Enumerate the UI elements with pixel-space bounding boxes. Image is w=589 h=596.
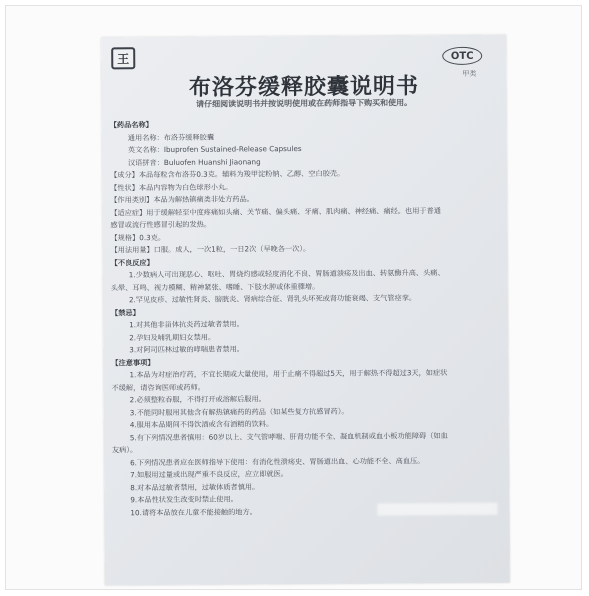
section-drug-name: 【药品名称】 <box>109 120 153 130</box>
caution-item-8: 8.对本品过敏者禁用，过敏体质者慎用。 <box>130 481 260 492</box>
caution-item-1-cont: 不缓解，请咨询医师或药师。 <box>111 382 206 392</box>
section-indication: 【适应症】用于缓解轻至中度疼痛如头痛、关节痛、偏头痛、牙痛、肌肉痛、神经痛、痛经。也用于普通 <box>110 205 441 217</box>
document-title: 布洛芬缓释胶囊说明书 <box>188 74 420 101</box>
section-spec: 【规格】0.3克。 <box>110 232 166 242</box>
caution-item-1: 1.本品为对症治疗药，不宜长期或大量使用，用于止痛不得超过5天，用于解热不得超过3天，如症状 <box>129 368 448 380</box>
section-adverse: 【不良反应】 <box>110 257 154 267</box>
section-composition: 【成分】本品每粒含布洛芬0.3克。辅料为羧甲淀粉钠、乙醇、空白胶壳。 <box>110 168 345 180</box>
contra-item-3: 3.对阿司匹林过敏的哮喘患者禁用。 <box>129 344 244 355</box>
common-name: 通用名称：布洛芬缓释胶囊 <box>127 132 215 142</box>
contra-item-2: 2.孕妇及哺乳期妇女禁用。 <box>129 332 216 342</box>
caution-item-4: 4.服用本品期间不得饮酒或含有酒精的饮料。 <box>129 419 274 430</box>
section-usage: 【用法用量】口服。成人，一次1粒，一日2次（早晚各一次）。 <box>110 243 311 255</box>
section-contraindication: 【禁忌】 <box>110 307 140 317</box>
otc-badge: OTC <box>442 47 482 65</box>
caution-item-10: 10.请将本品放在儿童不能接触的地方。 <box>130 506 257 517</box>
caution-item-7: 7.如服用过量或出现严重不良反应，应立即就医。 <box>130 469 288 480</box>
section-character: 【性状】本品内容物为白色球形小丸。 <box>110 182 233 192</box>
caution-item-9: 9.本品性状发生改变时禁止使用。 <box>130 494 238 505</box>
caution-item-2: 2.必须整粒吞服，不得打开或溶解后服用。 <box>129 394 266 405</box>
section-cautions: 【注意事项】 <box>111 357 155 367</box>
adverse-item-1-cont: 头晕、耳鸣、视力模糊、精神紧张、嗜睡、下肢水肿或体重骤增。 <box>110 281 320 292</box>
adverse-item-2: 2.罕见皮疹、过敏性肾炎、膀胱炎、肾病综合征、肾乳头坏死或肾功能衰竭、支气管痉挛。 <box>128 293 417 305</box>
caution-item-5: 5.有下列情况患者慎用：60岁以上、支气管哮喘、肝肾功能不全、凝血机制或血小板功能障碍（如血 <box>129 430 448 442</box>
section-indication-cont: 感冒或流行性感冒引起的发热。 <box>110 219 212 230</box>
leaflet-body <box>110 117 502 520</box>
leaflet-sheet <box>101 35 510 586</box>
document-subtitle: 请仔细阅读说明书并按说明使用或在药师指导下购买和使用。 <box>196 98 413 109</box>
adverse-item-1: 1.少数病人可出现恶心、呕吐、胃烧灼感或轻度消化不良、胃肠道溃疡及出血、转氨酶升高、头痛、 <box>128 268 445 280</box>
watermark-overlay <box>377 503 497 516</box>
image-frame <box>5 5 582 590</box>
contra-item-1: 1.对其他非甾体抗炎药过敏者禁用。 <box>129 319 244 330</box>
caution-item-3: 3.不能同时服用其他含有解热镇痛药的药品（如某些复方抗感冒药）。 <box>129 406 349 417</box>
pinyin-name: 汉语拼音：Buluofen Huanshi Jiaonang <box>127 156 261 167</box>
caution-item-6: 6.下列情况患者应在医师指导下使用：有消化性溃疡史、胃肠道出血、心功能不全、高血压。 <box>130 455 425 467</box>
otc-class-label: 甲类 <box>462 69 477 78</box>
english-name: 英文名称：Ibuprofen Sustained-Release Capsules <box>127 144 302 155</box>
brand-logo-icon: 王 <box>111 47 135 69</box>
caution-item-5-cont: 友病）。 <box>111 445 138 455</box>
section-category: 【作用类别】本品为解热镇痛类非处方药品。 <box>110 194 255 205</box>
